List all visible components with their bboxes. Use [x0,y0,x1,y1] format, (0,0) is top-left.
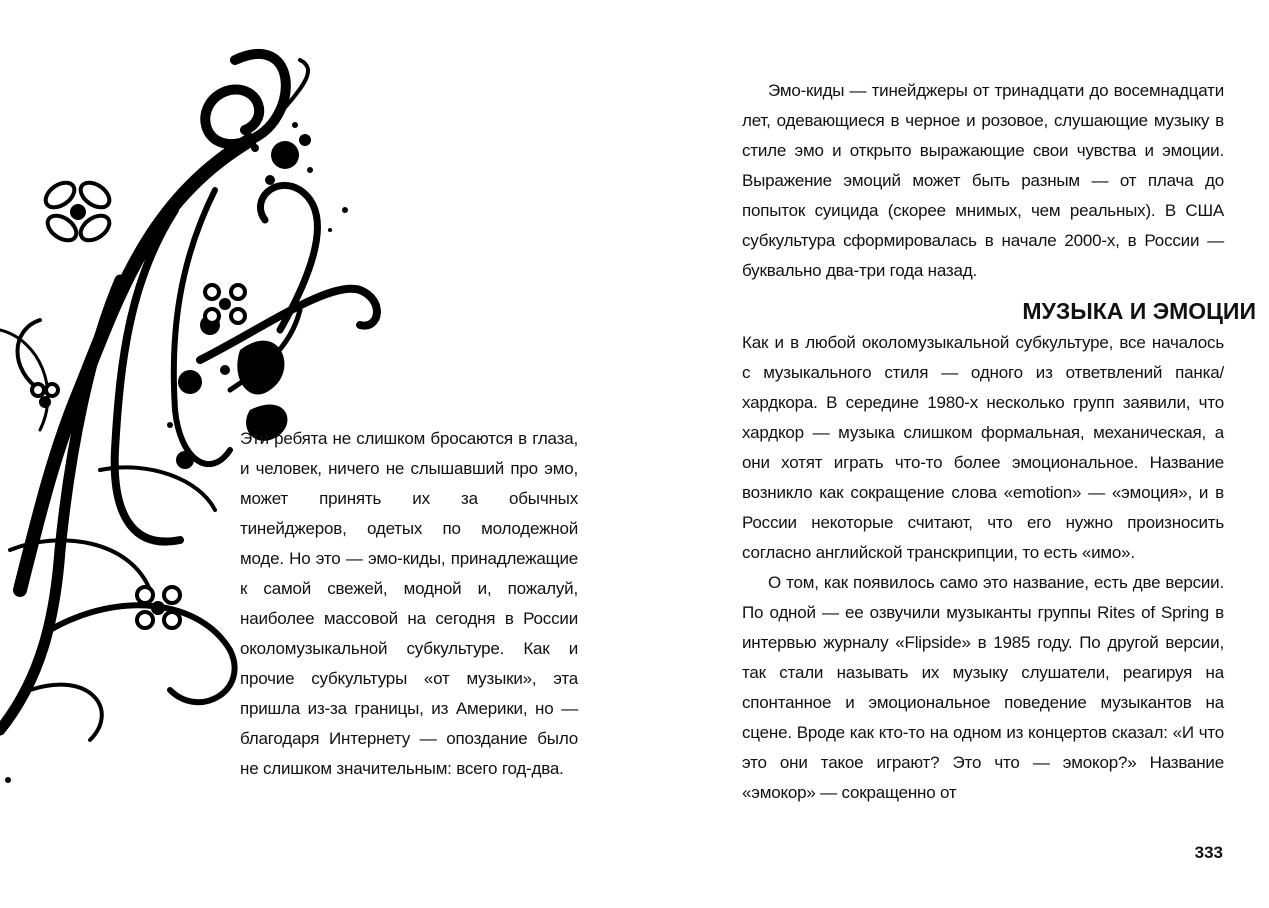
left-page-body [240,424,578,784]
intro-paragraph: Эмо-киды — тинейджеры от тринадцати до восемнадцати лет, одевающиеся в черное и розовое, слушающие музыку в стиле эмо и открыто выражающие свои чувства и эмоции. Выражение эмоций может быть разным — от плача до попыток суицида (скорее мнимых, чем реальных). В США субкультура сформировалась в начале 2000-х, в России — буквально два-три года назад. [742,81,1224,280]
left-paragraph: Эти ребята не слишком бросаются в глаза, и человек, ничего не слышавший про эмо, может принять их за обычных тинейджеров, одетых по молодежной моде. Но это — эмо-киды, принадлежащие к самой свежей, модной и, пожалуй, наиболее массовой на сегодня в России околомузыкальной субкультуре. Как и прочие субкультуры «от музыки», эта пришла из-за границы, из Америки, но — благодаря Интернету — опоздание было не слишком значительным: всего год-два. [240,429,578,778]
page-number: 333 [1194,843,1223,862]
body-paragraph-2: О том, как появилось само это название, есть две версии. По одной — ее озвучили музыканты группы Rites of Spring в интервью журналу «Flipside» в 1985 году. По другой версии, так стали называть их музыку слушатели, реагируя на спонтанное и эмоциональное поведение музыкантов на сцене. Вроде как кто-то на одном из концертов сказал: «И что это они такое играют? Это что — эмокор?» Название «эмокор» — сокращенно от [742,573,1224,802]
right-page-body [742,76,1256,808]
section-heading: МУЗЫКА И ЭМОЦИИ [1022,298,1256,324]
body-paragraph-1: Как и в любой околомузыкальной субкультуре, все началось с музыкального стиля — одного из ответвлений панка/хардкора. В середине 1980-х несколько групп заявили, что хардкор — музыка слишком формальная, механическая, а они хотят играть что-то более эмоциональное. Название возникло как сокращение слова «emotion» — «эмоция», и в России некоторые считают, что его нужно произносить согласно английской транскрипции, то есть «имо». [742,333,1224,562]
